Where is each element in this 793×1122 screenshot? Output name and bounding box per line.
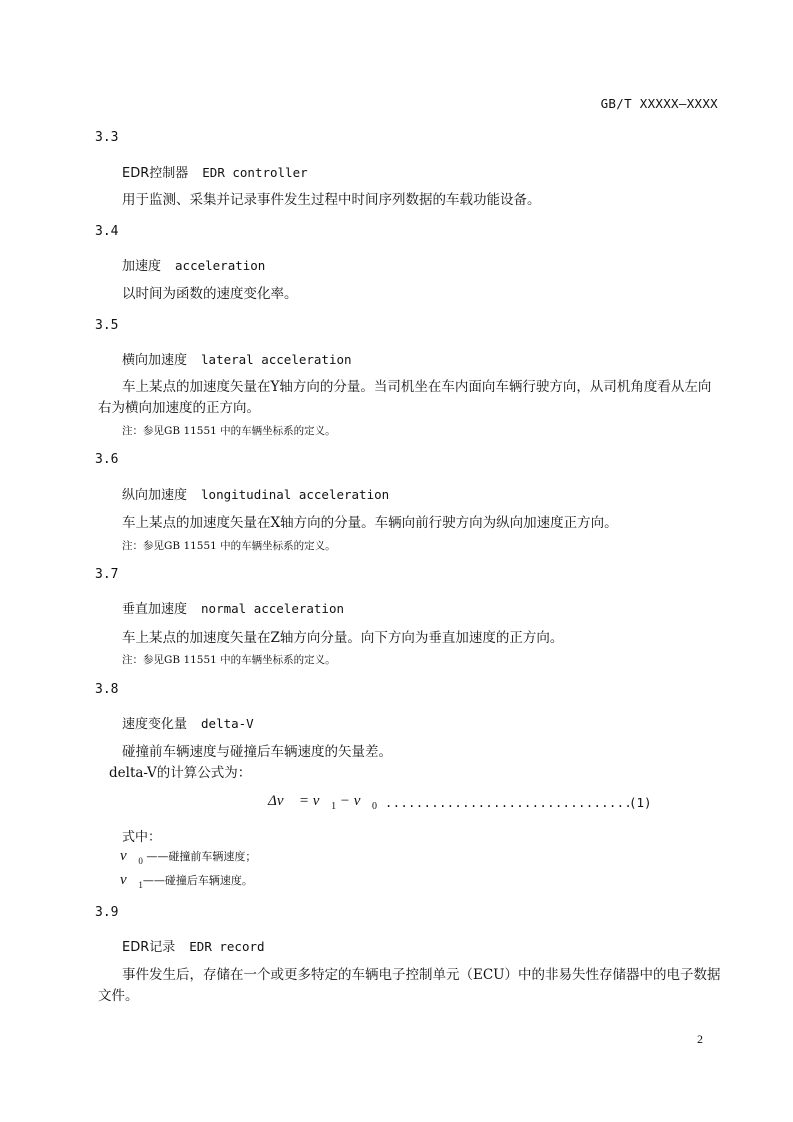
term-definition: 以时间为函数的速度变化率。 [122, 286, 298, 302]
term-zh: EDR控制器 [122, 166, 189, 181]
term-title [122, 255, 265, 274]
formula-leader-dots: ................................ [385, 796, 633, 810]
formula-intro: delta-V的计算公式为： [109, 765, 252, 781]
term-title [122, 598, 344, 617]
formula-number: (1) [629, 795, 652, 810]
term-zh: 纵向加速度 [122, 488, 188, 503]
section-number: 3.3 [95, 130, 119, 145]
term-zh: 横向加速度 [122, 353, 188, 368]
term-note: 注：参见GB 11551 中的车辆坐标系的定义。 [122, 425, 336, 437]
section-number: 3.5 [95, 318, 119, 333]
term-en: EDR controller [202, 165, 308, 180]
term-zh: 速度变化量 [122, 717, 188, 732]
symbol-definition: $v⃗_0$ ——碰撞前车辆速度； [120, 848, 257, 866]
where-label: 式中： [122, 830, 162, 845]
term-definition: 车上某点的加速度矢量在Z轴方向分量。向下方向为垂直加速度的正方向。 [122, 630, 564, 646]
term-en: lateral acceleration [201, 352, 352, 367]
symbol-desc: ——碰撞后车辆速度。 [142, 874, 253, 887]
section-number: 3.4 [95, 224, 119, 239]
section-number: 3.8 [95, 682, 119, 697]
term-title [122, 349, 352, 368]
term-zh: 加速度 [122, 259, 162, 274]
term-zh: EDR记录 [122, 940, 176, 955]
term-en: normal acceleration [201, 601, 345, 616]
term-zh: 垂直加速度 [122, 602, 188, 617]
term-definition: 碰撞前车辆速度与碰撞后车辆速度的矢量差。 [122, 744, 392, 760]
term-en: delta-V [201, 716, 254, 731]
standard-code-header: GB/T XXXXX—XXXX [600, 96, 718, 111]
section-number: 3.7 [95, 567, 119, 582]
term-definition: 用于监测、采集并记录事件发生过程中时间序列数据的车载功能设备。 [122, 192, 541, 208]
section-number: 3.9 [95, 905, 119, 920]
symbol-definition: $v⃗_1——$碰撞后车辆速度。 [120, 872, 253, 890]
term-definition: 车上某点的加速度矢量在X轴方向的分量。车辆向前行驶方向为纵向加速度正方向。 [122, 515, 618, 531]
term-title [122, 713, 254, 732]
symbol-desc: ——碰撞前车辆速度； [146, 850, 257, 863]
term-title [122, 162, 308, 181]
term-title [122, 936, 265, 955]
delta-v-formula: Δv⃗ = $v⃗_1$ − $v⃗_0$ [268, 793, 378, 812]
term-en: longitudinal acceleration [201, 487, 390, 502]
term-note: 注：参见GB 11551 中的车辆坐标系的定义。 [122, 540, 336, 552]
page-number: 2 [697, 1032, 703, 1046]
term-title [122, 484, 389, 503]
term-en: acceleration [175, 258, 266, 273]
term-en: EDR record [189, 939, 265, 954]
term-note: 注：参见GB 11551 中的车辆坐标系的定义。 [122, 654, 336, 666]
section-number: 3.6 [95, 452, 119, 467]
term-definition: 车上某点的加速度矢量在Y轴方向的分量。当司机坐在车内面向车辆行驶方向，从司机角度看从左向右为横向加速度的正方向。 [98, 379, 712, 416]
term-definition: 事件发生后，存储在一个或更多特定的车辆电子控制单元（ECU）中的非易失性存储器中的电子数据文件。 [98, 967, 721, 1004]
